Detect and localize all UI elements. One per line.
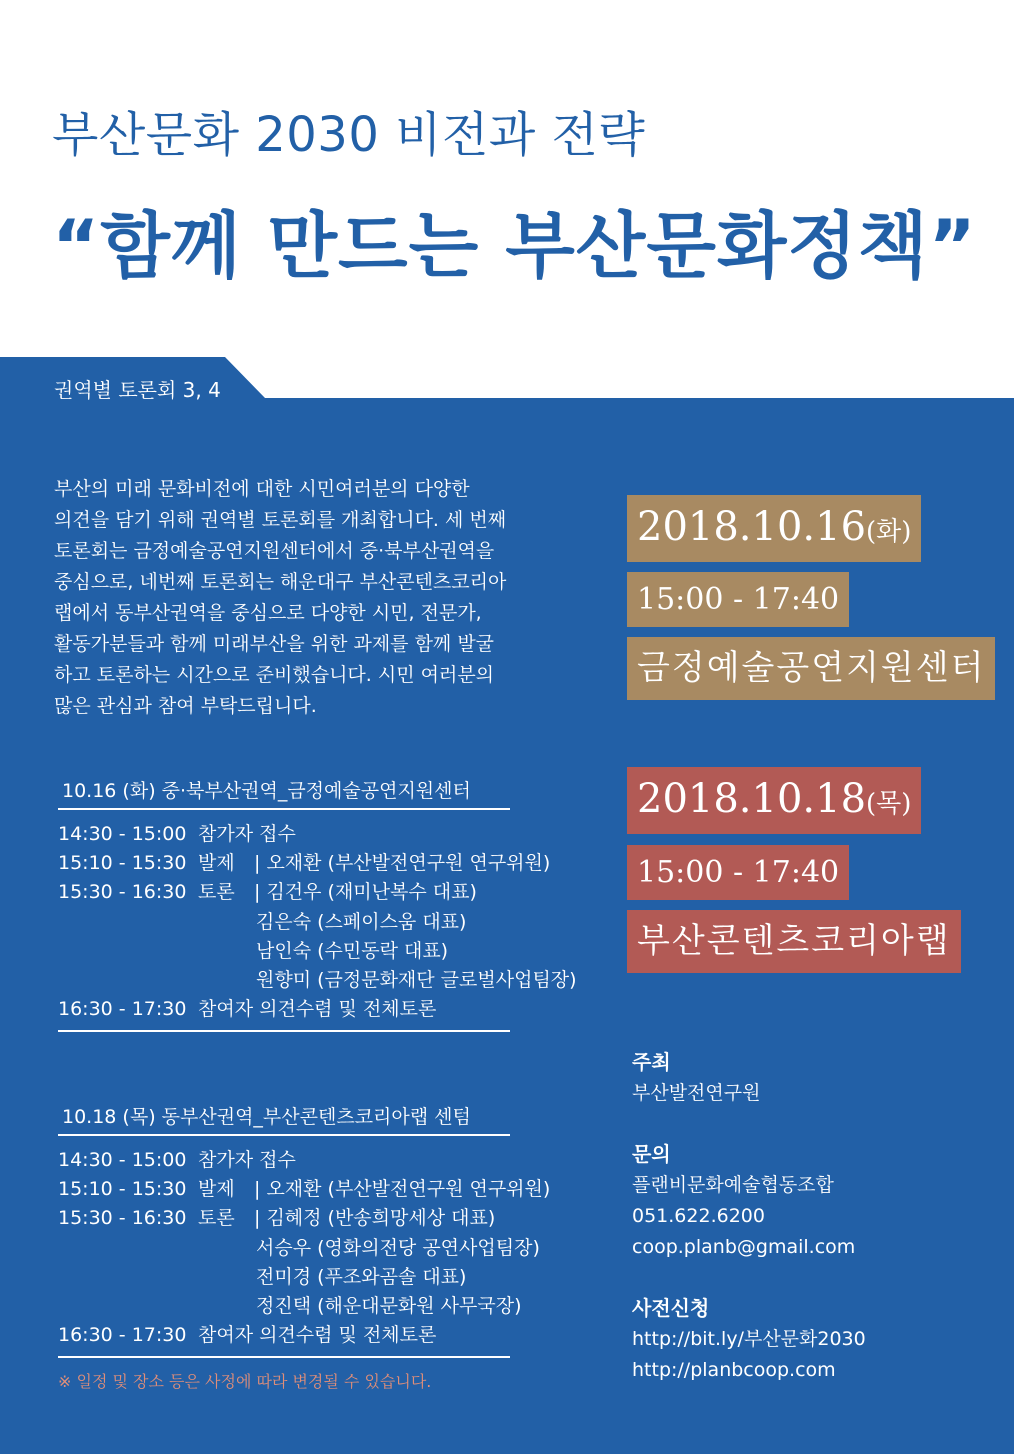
event-1-date-box — [627, 495, 921, 562]
row-kind: 토론 — [198, 1207, 235, 1230]
schedule-row — [58, 908, 510, 937]
row-person: 김은숙 (스페이스움 대표) — [256, 910, 467, 933]
row-activity: 참가자 접수 — [198, 823, 296, 845]
schedule-2-rows — [58, 1136, 551, 1358]
row-time: 15:30 - 16:30 — [58, 1207, 187, 1230]
row-kind: 발제 — [198, 1178, 235, 1201]
register-label: 사전신청 — [632, 1296, 710, 1320]
intro-line: 의견을 담기 위해 권역별 토론회를 개최합니다. 세 번째 — [54, 509, 507, 531]
row-time: 14:30 - 15:00 — [58, 1149, 187, 1171]
schedule-row — [58, 1263, 510, 1292]
event-1-venue: 금정예술공연지원센터 — [627, 637, 995, 700]
poster-title: “함께 만드는 부산문화정책” — [52, 204, 977, 288]
row-person: 정진택 (해운대문화원 사무국장) — [256, 1294, 522, 1317]
register-link-2[interactable]: http://planbcoop.com — [632, 1359, 836, 1381]
contact-org: 플랜비문화예술협동조합 — [632, 1174, 834, 1196]
schedule-row — [58, 1292, 522, 1321]
event-1-time: 15:00 - 17:40 — [627, 572, 849, 627]
row-person: | 오재환 (부산발전연구원 연구위원) — [254, 1178, 551, 1201]
row-person: 전미경 (푸조와곰솔 대표) — [256, 1265, 467, 1288]
row-time: 15:10 - 15:30 — [58, 1178, 187, 1201]
schedule-1-rows — [58, 810, 577, 1032]
row-time: 16:30 - 17:30 — [58, 998, 187, 1021]
event-1-date: 2018.10.16 — [637, 504, 867, 550]
schedule-row — [58, 1146, 510, 1175]
intro-line: 활동가분들과 함께 미래부산을 위한 과제를 함께 발굴 — [54, 633, 495, 655]
schedule-2-title: 10.18 (목) 동부산권역_부산콘텐츠코리아랩 센텀 — [58, 1102, 510, 1136]
row-kind: 발제 — [198, 852, 235, 875]
schedule-row — [58, 995, 510, 1024]
intro-line: 부산의 미래 문화비전에 대한 시민여러분의 다양한 — [54, 478, 470, 500]
row-person: 원향미 (금정문화재단 글로벌사업팀장) — [256, 968, 577, 991]
row-kind: 토론 — [198, 881, 235, 904]
contact-label: 문의 — [632, 1142, 671, 1166]
contact-email: coop.planb@gmail.com — [632, 1236, 856, 1258]
host-label: 주최 — [632, 1050, 671, 1074]
register-section — [632, 1293, 866, 1386]
row-person: | 오재환 (부산발전연구원 연구위원) — [254, 852, 551, 875]
schedule-1 — [58, 776, 577, 1032]
intro-line: 토론회는 금정예술공연지원센터에서 중·북부산권역을 — [54, 540, 495, 562]
row-person: 서승우 (영화의전당 공연사업팀장) — [256, 1236, 540, 1259]
event-2-day: (목) — [866, 789, 912, 819]
row-time: 14:30 - 15:00 — [58, 823, 187, 845]
schedule-row — [58, 937, 510, 966]
contact-phone: 051.622.6200 — [632, 1205, 765, 1227]
intro-line: 중심으로, 네번째 토론회는 해운대구 부산콘텐츠코리아 — [54, 571, 507, 593]
row-person: 남인숙 (수민동락 대표) — [256, 939, 449, 962]
contact-section — [632, 1139, 855, 1263]
register-link-1[interactable]: http://bit.ly/부산문화2030 — [632, 1328, 866, 1350]
event-2-venue: 부산콘텐츠코리아랩 — [627, 910, 961, 973]
row-activity: 참여자 의견수렴 및 전체토론 — [198, 1324, 437, 1347]
event-2-date-box — [627, 767, 921, 834]
event-1-day: (화) — [866, 517, 912, 547]
intro-line: 많은 관심과 참여 부탁드립니다. — [54, 695, 317, 717]
schedule-row — [58, 849, 551, 878]
intro-line: 랩에서 동부산권역을 중심으로 다양한 시민, 전문가, — [54, 602, 482, 624]
schedule-row — [58, 820, 510, 849]
host-section — [632, 1047, 760, 1109]
change-notice: ※ 일정 및 장소 등은 사정에 따라 변경될 수 있습니다. — [58, 1372, 432, 1391]
schedule-row — [58, 1175, 551, 1204]
schedule-1-title: 10.16 (화) 중·북부산권역_금정예술공연지원센터 — [58, 776, 510, 810]
intro-line: 하고 토론하는 시간으로 준비했습니다. 시민 여러분의 — [54, 664, 495, 686]
intro-paragraph — [54, 474, 534, 722]
schedule-row — [58, 966, 577, 995]
event-2-date: 2018.10.18 — [637, 776, 867, 822]
row-time: 16:30 - 17:30 — [58, 1324, 187, 1347]
row-activity: 참여자 의견수렴 및 전체토론 — [198, 998, 437, 1021]
row-person: | 김건우 (재미난복수 대표) — [254, 881, 477, 904]
schedule-row — [58, 1321, 510, 1350]
row-person: | 김혜정 (반송희망세상 대표) — [254, 1207, 496, 1230]
event-2-time: 15:00 - 17:40 — [627, 845, 849, 900]
schedule-row — [58, 878, 510, 907]
row-time: 15:30 - 16:30 — [58, 881, 187, 904]
schedule-row — [58, 1204, 510, 1233]
schedule-row — [58, 1234, 540, 1263]
schedule-2 — [58, 1102, 551, 1358]
row-activity: 참가자 접수 — [198, 1149, 296, 1171]
region-label: 권역별 토론회 3, 4 — [54, 378, 221, 402]
poster-subtitle: 부산문화 2030 비전과 전략 — [52, 107, 646, 163]
row-time: 15:10 - 15:30 — [58, 852, 187, 875]
host-value: 부산발전연구원 — [632, 1082, 761, 1104]
